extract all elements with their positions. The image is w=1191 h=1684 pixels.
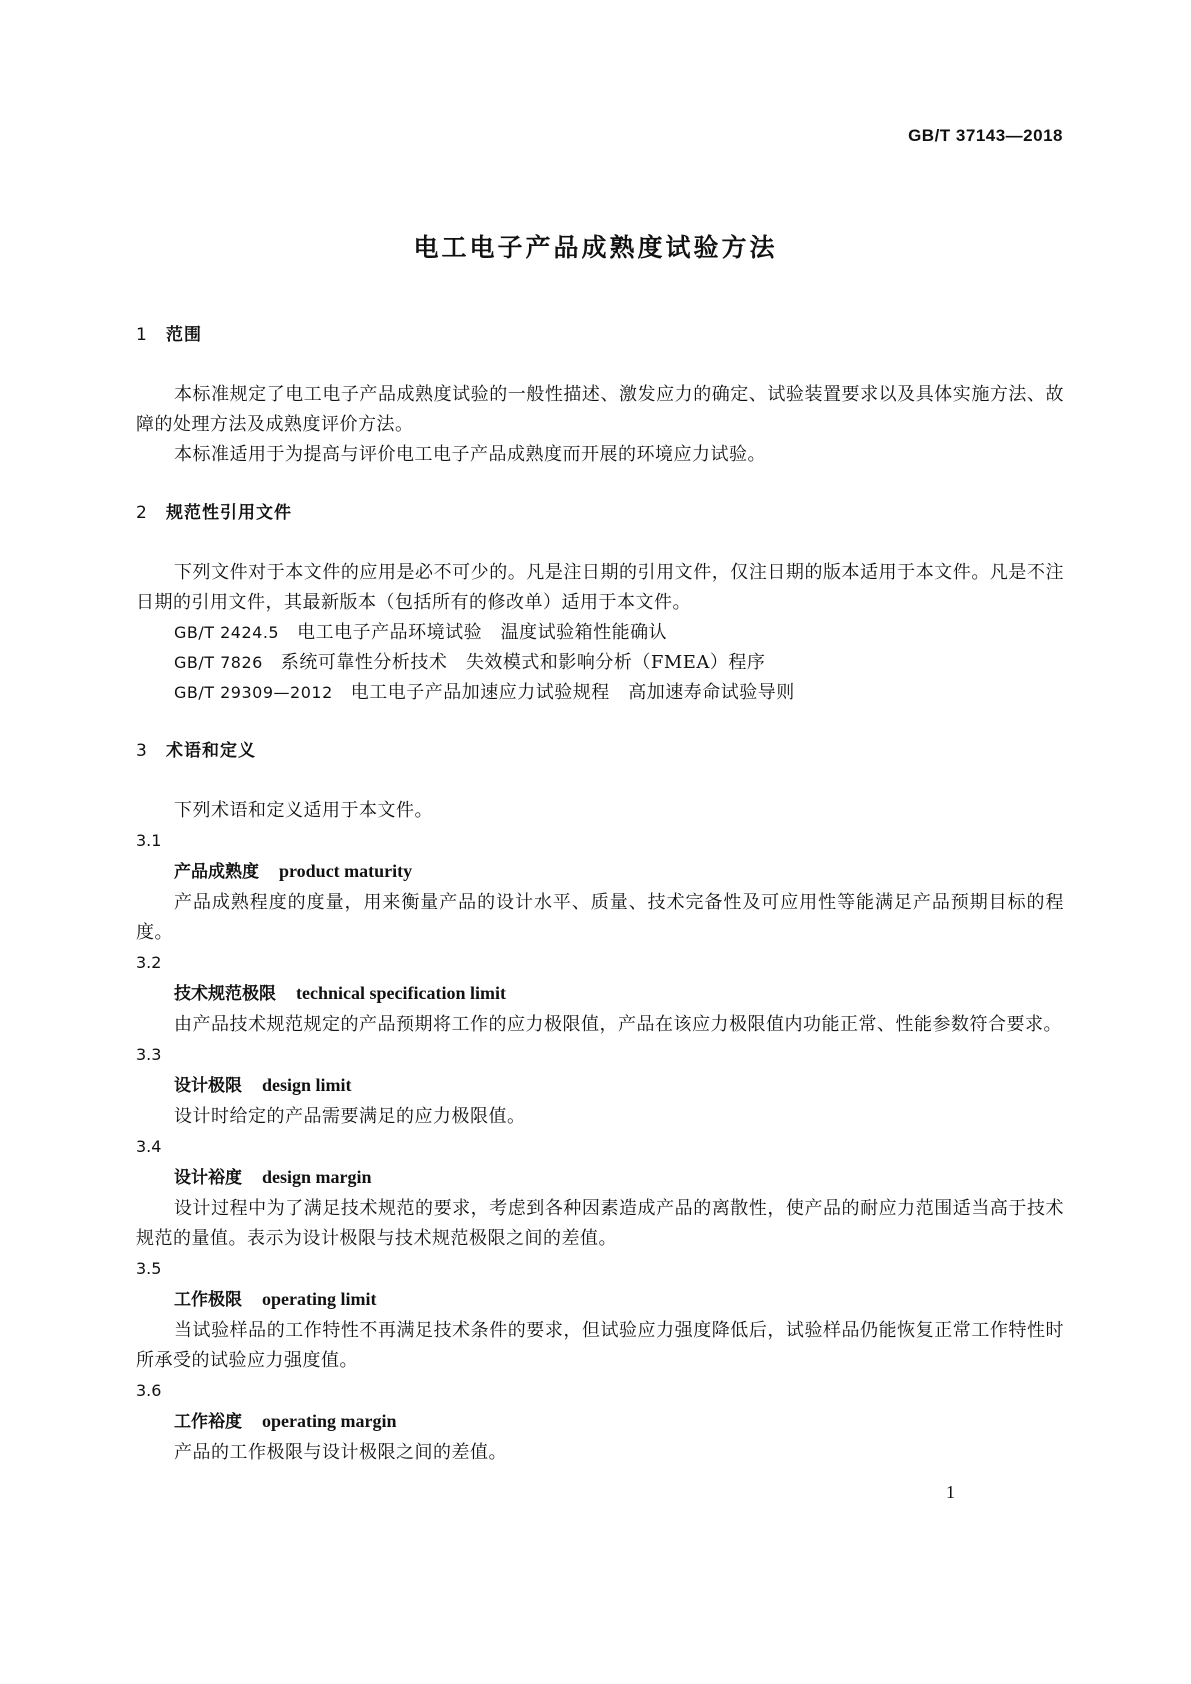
term-zh: 工作裕度 xyxy=(174,1412,242,1432)
term-number: 3.4 xyxy=(136,1137,162,1156)
reference-title: 系统可靠性分析技术 失效模式和影响分析（FMEA）程序 xyxy=(280,652,766,673)
term-zh: 技术规范极限 xyxy=(174,984,276,1004)
reference-item xyxy=(136,648,1064,678)
document-content xyxy=(136,320,1064,1468)
term-entry xyxy=(136,1132,1064,1254)
section-heading xyxy=(136,498,1064,528)
term-zh: 设计裕度 xyxy=(174,1168,242,1188)
term-entry xyxy=(136,1254,1064,1376)
section-number: 2 xyxy=(136,503,148,523)
section-number: 3 xyxy=(136,741,148,761)
section-title: 规范性引用文件 xyxy=(166,503,292,523)
section-heading xyxy=(136,736,1064,766)
section-body xyxy=(136,796,1064,1468)
term-heading xyxy=(136,1284,1064,1316)
term-entry xyxy=(136,826,1064,948)
reference-code: GB/T 7826 xyxy=(174,653,263,672)
term-entry xyxy=(136,1376,1064,1468)
section-title: 范围 xyxy=(166,325,202,345)
section-title: 术语和定义 xyxy=(166,741,256,761)
term-zh: 工作极限 xyxy=(174,1290,242,1310)
reference-code: GB/T 2424.5 xyxy=(174,623,280,642)
term-definition: 产品的工作极限与设计极限之间的差值。 xyxy=(174,1442,507,1463)
term-number: 3.5 xyxy=(136,1259,162,1278)
reference-title: 电工电子产品环境试验 温度试验箱性能确认 xyxy=(297,622,668,643)
section-terms-and-definitions xyxy=(136,736,1064,1468)
term-definition: 设计时给定的产品需要满足的应力极限值。 xyxy=(174,1106,526,1127)
term-entry xyxy=(136,948,1064,1040)
spacer xyxy=(136,470,1064,498)
section-normative-references xyxy=(136,498,1064,708)
paragraph: 本标准适用于为提高与评价电工电子产品成熟度而开展的环境应力试验。 xyxy=(174,444,766,465)
term-heading xyxy=(136,856,1064,888)
term-definition: 当试验样品的工作特性不再满足技术条件的要求，但试验应力强度降低后，试验样品仍能恢复正常工作特性时所承受的试验应力强度值。 xyxy=(136,1320,1064,1371)
term-entry xyxy=(136,1040,1064,1132)
standard-number: GB/T 37143—2018 xyxy=(908,126,1063,145)
reference-item xyxy=(136,678,1064,708)
paragraph: 本标准规定了电工电子产品成熟度试验的一般性描述、激发应力的确定、试验装置要求以及具体实施方法、故障的处理方法及成熟度评价方法。 xyxy=(136,384,1064,435)
term-en: design limit xyxy=(262,1075,352,1095)
section-heading xyxy=(136,320,1064,350)
term-en: operating limit xyxy=(262,1289,377,1309)
term-en: design margin xyxy=(262,1167,372,1187)
term-zh: 产品成熟度 xyxy=(174,862,259,882)
term-number: 3.3 xyxy=(136,1045,162,1064)
reference-code: GB/T 29309—2012 xyxy=(174,683,333,702)
page-number: 1 xyxy=(946,1482,955,1502)
section-number: 1 xyxy=(136,325,148,345)
term-en: technical specification limit xyxy=(296,983,506,1003)
term-definition: 产品成熟程度的度量，用来衡量产品的设计水平、质量、技术完备性及可应用性等能满足产品预期目标的程度。 xyxy=(136,892,1064,943)
term-number: 3.2 xyxy=(136,953,162,972)
term-en: product maturity xyxy=(279,861,413,881)
spacer xyxy=(136,708,1064,736)
paragraph: 下列术语和定义适用于本文件。 xyxy=(174,800,433,821)
section-scope xyxy=(136,320,1064,470)
term-definition: 设计过程中为了满足技术规范的要求，考虑到各种因素造成产品的离散性，使产品的耐应力范围适当高于技术规范的量值。表示为设计极限与技术规范极限之间的差值。 xyxy=(136,1198,1064,1249)
reference-item xyxy=(136,618,1064,648)
reference-title: 电工电子产品加速应力试验规程 高加速寿命试验导则 xyxy=(350,682,795,703)
section-body xyxy=(136,558,1064,708)
term-heading xyxy=(136,978,1064,1010)
paragraph: 下列文件对于本文件的应用是必不可少的。凡是注日期的引用文件，仅注日期的版本适用于本文件。凡是不注日期的引用文件，其最新版本（包括所有的修改单）适用于本文件。 xyxy=(136,562,1064,613)
term-heading xyxy=(136,1406,1064,1438)
term-number: 3.1 xyxy=(136,831,162,850)
term-zh: 设计极限 xyxy=(174,1076,242,1096)
section-body xyxy=(136,380,1064,470)
term-definition: 由产品技术规范规定的产品预期将工作的应力极限值，产品在该应力极限值内功能正常、性能参数符合要求。 xyxy=(174,1014,1062,1035)
document-title: 电工电子产品成熟度试验方法 xyxy=(413,233,778,262)
term-en: operating margin xyxy=(262,1411,397,1431)
term-number: 3.6 xyxy=(136,1381,162,1400)
term-heading xyxy=(136,1070,1064,1102)
term-heading xyxy=(136,1162,1064,1194)
